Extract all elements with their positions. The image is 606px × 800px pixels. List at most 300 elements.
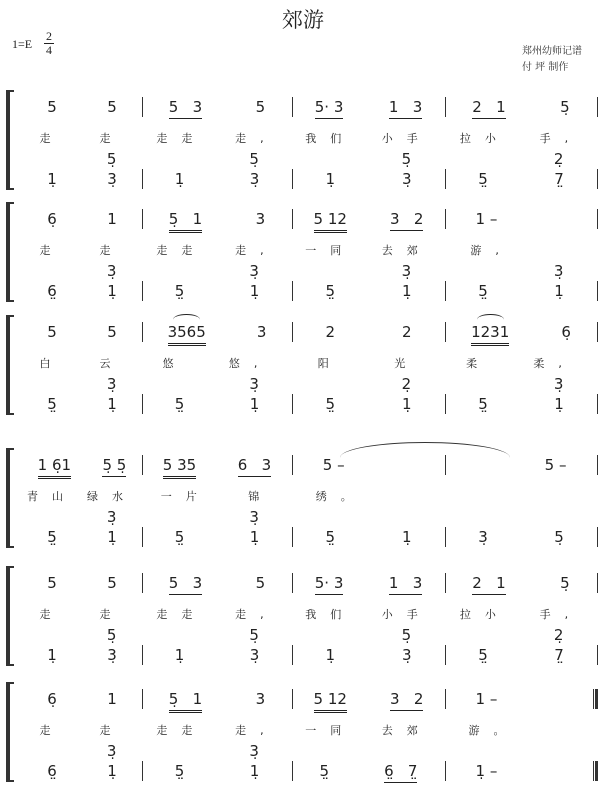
barline — [597, 455, 598, 475]
lyric: 光 — [394, 357, 420, 370]
melody-note: 2 1 — [472, 98, 505, 119]
measure — [292, 210, 445, 232]
harmony-note: 5̤ — [47, 395, 57, 413]
measure — [292, 323, 445, 345]
measure — [292, 488, 445, 510]
harmony-note: 5̤ — [478, 395, 488, 413]
harmony-note — [175, 508, 183, 510]
melody-note: 6̣ — [47, 210, 57, 228]
lyric: 走走 — [156, 724, 207, 737]
measure — [445, 130, 597, 152]
measure — [22, 170, 142, 192]
harmony-note — [175, 150, 183, 152]
measure — [445, 150, 597, 172]
harmony-note: 7̤ — [554, 646, 564, 664]
melody-note: 3 2 — [390, 210, 423, 231]
harmony-note: 1̣ — [107, 528, 117, 546]
lyric — [479, 488, 487, 490]
harmony-note: 5̤ — [47, 528, 57, 546]
measure — [142, 355, 292, 377]
measure — [445, 242, 597, 264]
melody-note: 5̣ 1 — [169, 690, 202, 713]
harmony-note: 3̣ — [553, 262, 564, 280]
melody-note: 3 — [256, 323, 267, 341]
harmony-note: 1̣ — [401, 528, 412, 546]
melody-note: 5 — [255, 574, 266, 592]
harmony-note: 3̣ — [401, 646, 412, 664]
measure — [292, 690, 445, 712]
measure — [292, 456, 445, 478]
harmony-note — [479, 375, 487, 377]
harmony-note — [558, 762, 566, 764]
lyric: 悠 — [162, 357, 188, 370]
barline — [597, 169, 598, 189]
harmony-note: 5̤ — [325, 395, 336, 413]
measure — [445, 626, 597, 648]
melody-note: 2 1 — [472, 574, 505, 595]
measure — [445, 488, 597, 510]
lyric: 走 — [99, 724, 125, 737]
measure — [292, 722, 445, 744]
lyric: 我们 — [305, 132, 356, 145]
measure — [142, 130, 292, 152]
melody-note: 5· 3 — [315, 98, 344, 119]
lyric — [555, 488, 563, 490]
score-system — [0, 98, 606, 198]
harmony-note: 3̣ — [107, 646, 117, 664]
harmony-lower-row — [0, 646, 606, 668]
melody-note: 5 — [107, 574, 117, 592]
harmony-note — [175, 742, 183, 744]
melody-note: 1 — [107, 210, 117, 228]
measure — [22, 488, 142, 510]
harmony-note — [403, 508, 411, 510]
harmony-upper-row — [0, 150, 606, 172]
lyrics-row — [0, 722, 606, 744]
measure — [445, 528, 597, 550]
lyric: 我们 — [305, 608, 356, 621]
measure — [142, 375, 292, 397]
melody-note: 1 6̣1 — [38, 456, 71, 479]
melody-note: 2 — [401, 323, 412, 341]
melody-note: 3565 — [168, 323, 206, 346]
melody-note: 5 — [47, 323, 57, 341]
melody-row — [0, 210, 606, 232]
harmony-note: 5̤ — [325, 528, 336, 546]
lyric: 走走 — [156, 608, 207, 621]
measure — [445, 375, 597, 397]
score-system — [0, 210, 606, 310]
measure — [22, 606, 142, 628]
harmony-note: 6̤ 7̤ — [384, 762, 417, 783]
measure — [445, 282, 597, 304]
measure — [22, 98, 142, 120]
harmony-note: 2̣ — [553, 626, 564, 644]
melody-row — [0, 456, 606, 478]
harmony-note: 1̣ — [325, 646, 336, 664]
measure — [142, 690, 292, 712]
barline — [597, 281, 598, 301]
measure — [142, 742, 292, 764]
harmony-note: 5̤ — [478, 170, 488, 188]
melody-note: 1 3 — [389, 98, 422, 119]
lyric: 一片 — [160, 490, 211, 503]
lyrics-row — [0, 606, 606, 628]
harmony-note — [326, 742, 334, 744]
barline — [597, 394, 598, 414]
measure — [142, 488, 292, 510]
harmony-note — [403, 742, 411, 744]
measure — [445, 742, 597, 764]
harmony-note: 5̤ — [174, 528, 185, 546]
melody-note: 5 3 — [169, 574, 202, 595]
melody-note: 5 – — [544, 456, 567, 474]
harmony-note — [555, 508, 563, 510]
measure — [445, 262, 597, 284]
lyric: 绿水 — [87, 490, 137, 503]
measure — [142, 626, 292, 648]
measure — [445, 456, 597, 478]
lyrics-row — [0, 130, 606, 152]
melody-note: 5 35 — [163, 456, 196, 479]
measure — [142, 456, 292, 478]
lyric: 走 — [39, 132, 65, 145]
harmony-note — [326, 626, 334, 628]
melody-note — [558, 690, 566, 692]
harmony-note — [479, 626, 487, 628]
score-system — [0, 456, 606, 556]
lyric: 走走 — [156, 132, 207, 145]
melody-row — [0, 98, 606, 120]
measure — [22, 722, 142, 744]
harmony-note: 1̣ — [249, 762, 260, 780]
measure — [292, 606, 445, 628]
measure — [292, 262, 445, 284]
harmony-note: 3̣ — [553, 375, 564, 393]
measure — [292, 395, 445, 417]
measure — [292, 508, 445, 530]
harmony-note — [479, 508, 487, 510]
melody-row — [0, 574, 606, 596]
measure — [22, 528, 142, 550]
lyric: 锦 — [248, 490, 274, 503]
harmony-note: 3̣ — [478, 528, 488, 546]
harmony-note — [48, 508, 56, 510]
measure — [445, 722, 597, 744]
harmony-note: 1̣ — [174, 170, 185, 188]
melody-note — [406, 456, 414, 458]
melody-note — [558, 210, 566, 212]
lyric: 走, — [235, 132, 278, 145]
measure — [142, 98, 292, 120]
melody-row — [0, 323, 606, 345]
barline — [597, 573, 598, 593]
measure — [142, 722, 292, 744]
measure — [292, 170, 445, 192]
lyrics-row — [0, 488, 606, 510]
measure — [22, 690, 142, 712]
melody-note: 1 – — [475, 690, 498, 708]
melody-note: 3 — [255, 210, 266, 228]
lyric: 悠, — [228, 357, 272, 370]
harmony-note: 6̤ — [47, 762, 57, 780]
measure — [292, 574, 445, 596]
measure — [445, 574, 597, 596]
lyric: 青山 — [27, 490, 77, 503]
measure — [22, 242, 142, 264]
measure — [292, 626, 445, 648]
lyric: 白 — [39, 357, 65, 370]
harmony-note — [48, 626, 56, 628]
lyric: 去郊 — [381, 244, 432, 257]
measure — [22, 355, 142, 377]
measure — [292, 150, 445, 172]
melody-note — [476, 456, 484, 458]
lyric: 走, — [235, 608, 278, 621]
barline — [597, 527, 598, 547]
harmony-note: 3̣ — [106, 262, 117, 280]
measure — [142, 528, 292, 550]
measure — [142, 574, 292, 596]
harmony-note: 1̣ — [249, 528, 260, 546]
harmony-note: 1̣ — [107, 762, 117, 780]
measure — [142, 508, 292, 530]
lyric: 走走 — [156, 244, 207, 257]
measure — [445, 508, 597, 530]
measure — [142, 395, 292, 417]
final-barline — [593, 689, 598, 709]
measure — [292, 762, 445, 784]
harmony-note — [48, 150, 56, 152]
harmony-note: 1̣ — [325, 170, 336, 188]
melody-note: 1 – — [475, 210, 498, 228]
harmony-note: 1̣ — [47, 170, 57, 188]
harmony-note: 5̤ — [478, 646, 488, 664]
melody-note: 5 — [107, 323, 117, 341]
melody-note: 6̣ — [561, 323, 571, 341]
measure — [22, 508, 142, 530]
time-signature-top: 2 — [46, 29, 52, 43]
lyric: 走 — [39, 244, 65, 257]
melody-note: 6 3 — [238, 456, 271, 477]
measure — [22, 210, 142, 232]
lyric: 阳 — [317, 357, 343, 370]
harmony-note: 1̣ — [174, 646, 185, 664]
measure — [445, 355, 597, 377]
measure — [22, 282, 142, 304]
measure — [292, 528, 445, 550]
harmony-note: 5̣ — [401, 150, 412, 168]
measure — [292, 355, 445, 377]
measure — [142, 170, 292, 192]
score-system — [0, 690, 606, 790]
melody-note: 5̣ — [560, 98, 570, 116]
harmony-note — [175, 375, 183, 377]
melody-note: 5̣ — [560, 574, 570, 592]
lyric: 小手 — [381, 608, 432, 621]
measure — [142, 242, 292, 264]
measure — [22, 626, 142, 648]
harmony-note: 3̣ — [249, 646, 260, 664]
harmony-note — [48, 742, 56, 744]
melody-note: 5̣ 5̣ — [102, 456, 126, 477]
measure — [22, 130, 142, 152]
harmony-note: 3̣ — [106, 375, 117, 393]
lyric: 拉小 — [459, 608, 510, 621]
measure — [142, 606, 292, 628]
melody-note: 6̣ — [47, 690, 57, 708]
measure — [445, 210, 597, 232]
harmony-upper-row — [0, 626, 606, 648]
melody-note: 5̣ 1 — [169, 210, 202, 233]
harmony-note: 3̣ — [106, 742, 117, 760]
harmony-note: 5̣ — [106, 626, 117, 644]
melody-note: 1 3 — [389, 574, 422, 595]
melody-note: 3 2 — [390, 690, 423, 711]
lyric: 走 — [99, 608, 125, 621]
lyric — [566, 722, 574, 724]
harmony-note: 3̣ — [249, 262, 259, 280]
harmony-note: 3̣ — [401, 262, 412, 280]
time-signature — [44, 30, 54, 57]
lyric: 走, — [235, 244, 278, 257]
lyric: 柔, — [533, 357, 576, 370]
lyric: 一同 — [305, 724, 356, 737]
measure — [22, 456, 142, 478]
harmony-note: 1̣ — [249, 395, 260, 413]
barline — [597, 209, 598, 229]
harmony-note — [479, 150, 487, 152]
measure — [22, 375, 142, 397]
measure — [445, 170, 597, 192]
harmony-note: 7̤ — [554, 170, 564, 188]
harmony-note — [479, 262, 487, 264]
harmony-note: 5̣ — [554, 528, 564, 546]
credit-producer: 付 坪 制作 — [522, 62, 569, 73]
measure — [22, 646, 142, 668]
harmony-note — [326, 375, 334, 377]
lyric: 手, — [539, 608, 583, 621]
harmony-note: 1̣ — [107, 282, 117, 300]
lyric: 小手 — [381, 132, 432, 145]
lyric: 云 — [99, 357, 125, 370]
melody-note: 5 – — [322, 456, 345, 474]
harmony-lower-row — [0, 170, 606, 192]
melody-note: 5 — [47, 574, 57, 592]
measure — [22, 742, 142, 764]
lyric — [564, 242, 572, 244]
score-system — [0, 323, 606, 423]
harmony-note: 3̣ — [249, 742, 259, 760]
harmony-upper-row — [0, 508, 606, 530]
measure — [142, 262, 292, 284]
lyric: 走, — [235, 724, 278, 737]
harmony-note: 5̤ — [478, 282, 488, 300]
melody-note: 5 — [255, 98, 266, 116]
measure — [142, 150, 292, 172]
harmony-note: 5̤ — [174, 395, 185, 413]
harmony-note: 3̣ — [249, 170, 260, 188]
lyric: 游。 — [468, 724, 519, 737]
harmony-note: 5̣ — [249, 626, 259, 644]
harmony-note: 1̣ — [401, 282, 412, 300]
measure — [142, 210, 292, 232]
measure — [22, 262, 142, 284]
measure — [292, 282, 445, 304]
harmony-note: 6̤ — [47, 282, 57, 300]
lyric: 走 — [39, 608, 65, 621]
score-system — [0, 574, 606, 674]
harmony-note: 5̤ — [174, 762, 185, 780]
lyric: 走 — [99, 244, 125, 257]
melody-note: 5 12 — [314, 210, 347, 233]
harmony-upper-row — [0, 375, 606, 397]
melody-note: 5 — [47, 98, 57, 116]
harmony-note: 1̣ — [249, 282, 260, 300]
lyrics-row — [0, 242, 606, 264]
melody-note: 5 12 — [314, 690, 347, 713]
lyric: 柔 — [466, 357, 492, 370]
harmony-note: 1̣ — [107, 395, 117, 413]
harmony-note — [175, 262, 183, 264]
measure — [22, 762, 142, 784]
key-signature: 1=E — [12, 37, 33, 51]
measure — [292, 742, 445, 764]
harmony-upper-row — [0, 742, 606, 764]
harmony-note: 3̣ — [249, 375, 259, 393]
melody-note: 5· 3 — [315, 574, 344, 595]
harmony-note — [555, 742, 563, 744]
harmony-note: 5̤ — [319, 762, 330, 780]
harmony-lower-row — [0, 395, 606, 417]
measure — [445, 762, 597, 784]
harmony-lower-row — [0, 528, 606, 550]
harmony-upper-row — [0, 262, 606, 284]
harmony-note: 3̣ — [401, 170, 412, 188]
melody-note: 1 — [107, 690, 117, 708]
measure — [292, 375, 445, 397]
lyric: 去郊 — [381, 724, 432, 737]
harmony-note: 1̣ – — [475, 762, 498, 780]
harmony-note — [326, 508, 334, 510]
harmony-note — [175, 626, 183, 628]
measure — [142, 646, 292, 668]
lyric: 走 — [39, 724, 65, 737]
measure — [292, 242, 445, 264]
harmony-note: 3̣ — [106, 508, 117, 526]
melody-row — [0, 690, 606, 712]
harmony-note: 1̣ — [554, 395, 564, 413]
time-signature-bottom: 4 — [46, 43, 52, 57]
melody-note: 5 3 — [169, 98, 202, 119]
harmony-note: 3̣ — [249, 508, 259, 526]
measure — [292, 98, 445, 120]
harmony-note: 2̣ — [553, 150, 564, 168]
lyric: 游, — [470, 244, 513, 257]
harmony-note: 5̣ — [401, 626, 412, 644]
lyrics-row — [0, 355, 606, 377]
harmony-note: 5̣ — [106, 150, 117, 168]
lyric: 一同 — [305, 244, 356, 257]
song-title: 郊游 — [282, 8, 324, 32]
harmony-note: 3̣ — [107, 170, 117, 188]
melody-note: 2 — [325, 323, 336, 341]
harmony-note: 1̣ — [401, 395, 412, 413]
measure — [22, 150, 142, 172]
measure — [445, 323, 597, 345]
melody-note: 1231 — [471, 323, 509, 346]
harmony-lower-row — [0, 762, 606, 784]
